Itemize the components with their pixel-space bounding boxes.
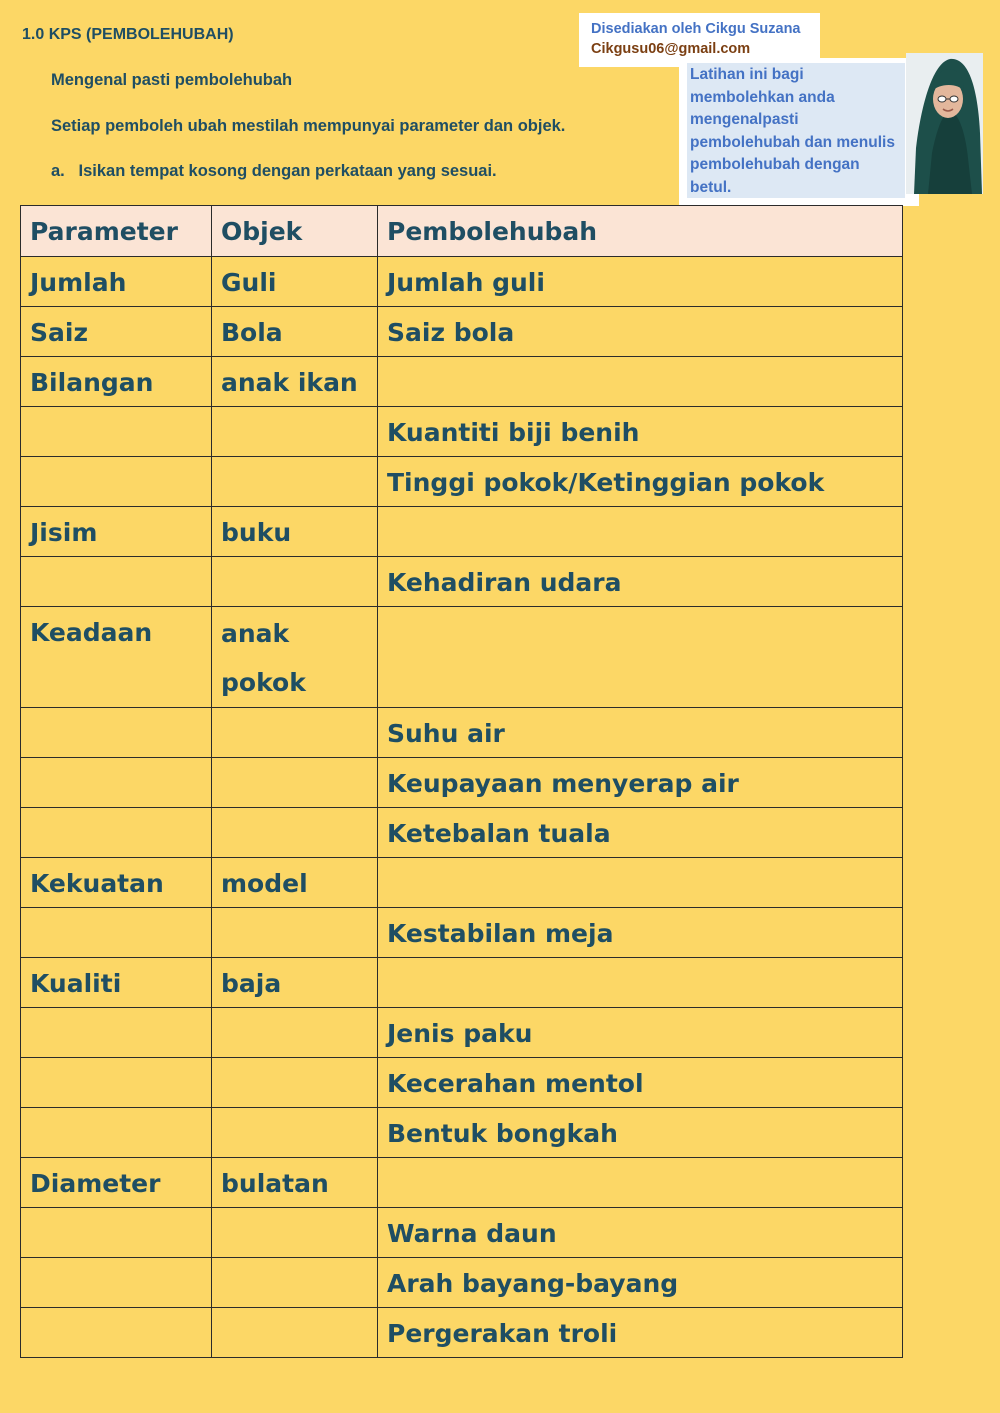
note-line: betul.	[690, 178, 732, 196]
note-line: pembolehubah dan menulis	[690, 133, 895, 151]
intro-line: Mengenal pasti pembolehubah	[51, 71, 293, 89]
cell-pembolehubah[interactable]: Kecerahan mentol	[378, 1058, 903, 1108]
cell-pembolehubah[interactable]: Kestabilan meja	[378, 908, 903, 958]
cell-pembolehubah[interactable]: Keupayaan menyerap air	[378, 758, 903, 808]
table-row	[21, 307, 903, 357]
table-row	[21, 958, 903, 1008]
header-parameter: Parameter	[21, 206, 212, 257]
intro-line: Setiap pemboleh ubah mestilah mempunyai parameter dan objek.	[51, 117, 566, 135]
cell-pembolehubah[interactable]: Warna daun	[378, 1208, 903, 1258]
header-pembolehubah: Pembolehubah	[378, 206, 903, 257]
table-row	[21, 708, 903, 758]
cell-objek[interactable]	[212, 808, 378, 858]
cell-parameter[interactable]	[21, 758, 212, 808]
cell-objek-text: anak pokok	[221, 619, 306, 697]
cell-pembolehubah[interactable]	[378, 858, 903, 908]
note-line: pembolehubah dengan	[690, 156, 860, 174]
cell-objek[interactable]	[212, 1008, 378, 1058]
table-row	[21, 808, 903, 858]
note-line: Latihan ini bagi	[690, 66, 804, 83]
cell-parameter[interactable]	[21, 708, 212, 758]
cell-pembolehubah[interactable]: Kuantiti biji benih	[378, 407, 903, 457]
cell-parameter[interactable]	[21, 457, 212, 507]
cell-parameter[interactable]	[21, 1058, 212, 1108]
cell-pembolehubah[interactable]: Saiz bola	[378, 307, 903, 357]
cell-parameter[interactable]: Jumlah	[21, 257, 212, 307]
cell-pembolehubah[interactable]	[378, 357, 903, 407]
cell-pembolehubah[interactable]: Suhu air	[378, 708, 903, 758]
table-row	[21, 1308, 903, 1358]
table-row	[21, 758, 903, 808]
cell-parameter[interactable]	[21, 1258, 212, 1308]
table-row	[21, 357, 903, 407]
cell-objek[interactable]	[212, 1058, 378, 1108]
cell-parameter[interactable]	[21, 407, 212, 457]
cell-parameter[interactable]: Kualiti	[21, 958, 212, 1008]
table-row	[21, 1008, 903, 1058]
cell-parameter[interactable]: Diameter	[21, 1158, 212, 1208]
cell-parameter[interactable]	[21, 1308, 212, 1358]
cell-objek[interactable]	[212, 607, 378, 708]
cell-objek[interactable]	[212, 1108, 378, 1158]
parameter-table	[20, 205, 903, 1358]
header-objek: Objek	[212, 206, 378, 257]
table-row	[21, 858, 903, 908]
cell-objek[interactable]: bulatan	[212, 1158, 378, 1208]
cell-parameter[interactable]	[21, 908, 212, 958]
cell-pembolehubah[interactable]: Arah bayang-bayang	[378, 1258, 903, 1308]
cell-pembolehubah[interactable]	[378, 958, 903, 1008]
cell-pembolehubah[interactable]: Jenis paku	[378, 1008, 903, 1058]
cell-pembolehubah[interactable]	[378, 607, 903, 708]
cell-objek[interactable]: Guli	[212, 257, 378, 307]
table-row	[21, 257, 903, 307]
cell-objek[interactable]	[212, 407, 378, 457]
cell-pembolehubah[interactable]	[378, 1158, 903, 1208]
table-row	[21, 1258, 903, 1308]
cell-objek[interactable]	[212, 557, 378, 607]
table-row	[21, 908, 903, 958]
author-name: Disediakan oleh Cikgu Suzana	[591, 21, 801, 37]
teacher-photo	[906, 53, 983, 194]
cell-pembolehubah[interactable]: Tinggi pokok/Ketinggian pokok	[378, 457, 903, 507]
cell-pembolehubah[interactable]: Pergerakan troli	[378, 1308, 903, 1358]
cell-objek[interactable]	[212, 457, 378, 507]
cell-objek[interactable]	[212, 758, 378, 808]
cell-objek[interactable]: model	[212, 858, 378, 908]
note-box	[687, 63, 905, 198]
cell-pembolehubah[interactable]	[378, 507, 903, 557]
table-row	[21, 507, 903, 557]
cell-objek[interactable]: Bola	[212, 307, 378, 357]
cell-parameter[interactable]	[21, 1108, 212, 1158]
table-row	[21, 1208, 903, 1258]
cell-objek[interactable]	[212, 1208, 378, 1258]
table-row	[21, 1058, 903, 1108]
cell-parameter[interactable]	[21, 1208, 212, 1258]
table-row	[21, 607, 903, 708]
cell-parameter[interactable]	[21, 808, 212, 858]
cell-parameter[interactable]: Jisim	[21, 507, 212, 557]
table-row	[21, 557, 903, 607]
cell-parameter[interactable]: Bilangan	[21, 357, 212, 407]
note-line: mengenalpasti	[690, 111, 799, 129]
cell-objek[interactable]	[212, 1308, 378, 1358]
page-title: 1.0 KPS (PEMBOLEHUBAH)	[22, 26, 234, 43]
instruction-line: a. Isikan tempat kosong dengan perkataan yang sesuai.	[51, 162, 497, 180]
cell-pembolehubah[interactable]: Bentuk bongkah	[378, 1108, 903, 1158]
table-row	[21, 407, 903, 457]
table-row	[21, 1108, 903, 1158]
cell-objek[interactable]	[212, 908, 378, 958]
cell-parameter[interactable]	[21, 557, 212, 607]
author-email: Cikgusu06@gmail.com	[591, 41, 751, 57]
table-row	[21, 1158, 903, 1208]
cell-parameter[interactable]: Saiz	[21, 307, 212, 357]
cell-parameter[interactable]	[21, 1008, 212, 1058]
cell-objek[interactable]	[212, 708, 378, 758]
cell-objek[interactable]	[212, 1258, 378, 1308]
cell-parameter[interactable]: Keadaan	[21, 607, 212, 708]
cell-pembolehubah[interactable]: Ketebalan tuala	[378, 808, 903, 858]
note-line: membolehkan anda	[690, 88, 835, 106]
table-row	[21, 457, 903, 507]
cell-objek[interactable]: anak ikan	[212, 357, 378, 407]
cell-pembolehubah[interactable]: Kehadiran udara	[378, 557, 903, 607]
cell-objek[interactable]: buku	[212, 507, 378, 557]
table-header-row	[21, 206, 903, 257]
cell-pembolehubah[interactable]: Jumlah guli	[378, 257, 903, 307]
cell-objek[interactable]: baja	[212, 958, 378, 1008]
cell-parameter[interactable]: Kekuatan	[21, 858, 212, 908]
